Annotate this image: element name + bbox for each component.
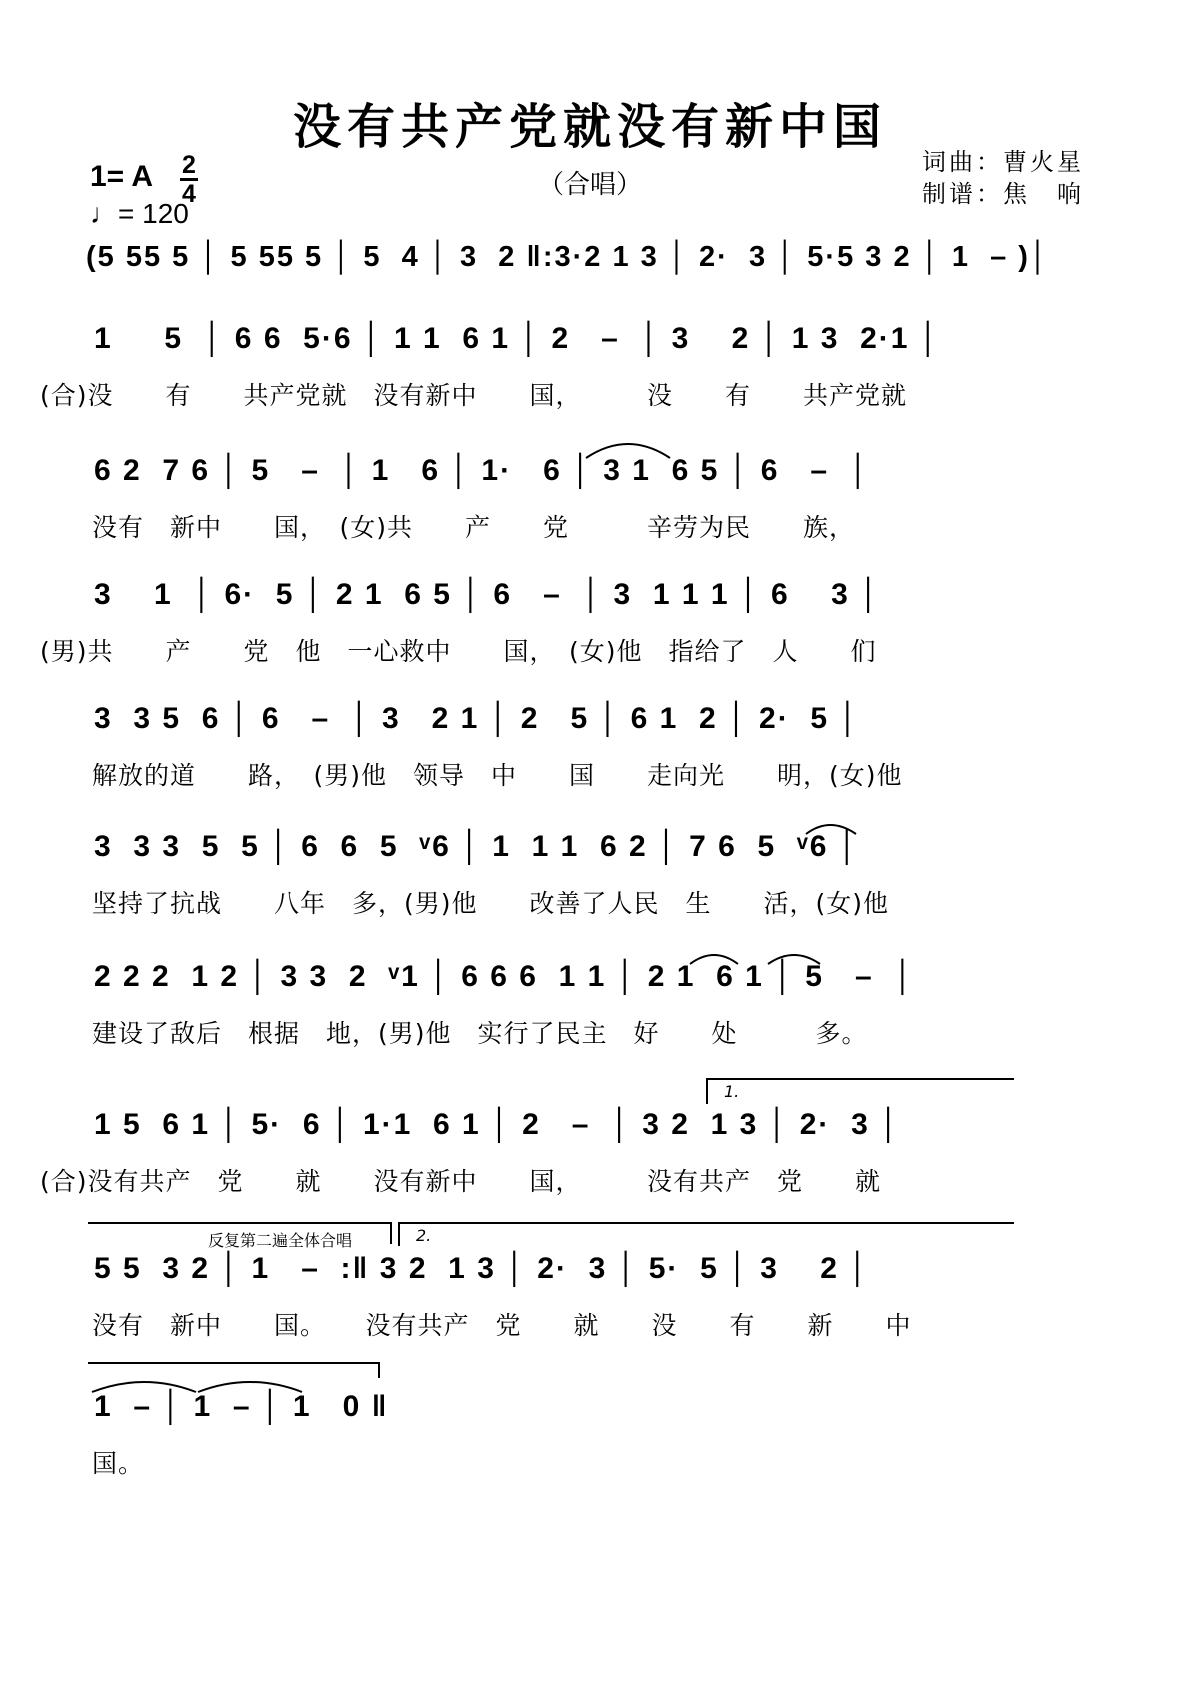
tie-arc (690, 955, 738, 964)
notes-line: 1 5 │ 6 6 5·6 │ 1 1 6 1 │ 2 – │ 3 2 │ 1 3 2·1 │ (94, 322, 941, 355)
lyrics-line: 建设了敌后 根据 地，(男)他 实行了民主 好 处 多。 (92, 1019, 868, 1048)
time-signature-bottom: 4 (182, 180, 196, 208)
lyrics-line: (男)共 产 党 他 一心救中 国， (女)他 指给了 人 们 (40, 637, 877, 666)
notes-line: 5 5 3 2 │ 1 – :‖ 3 2 1 3 │ 2· 3 │ 5· 5 │ 3 2 │ (94, 1252, 870, 1285)
song-title: 没有共产党就没有新中国 (292, 99, 887, 155)
lyrics-composer-credit: 词曲：曹火星 (922, 148, 1084, 176)
quarter-note-icon: ♩ (90, 198, 118, 229)
notes-line: (5 55 5 │ 5 55 5 │ 5 4 │ 3 2 ‖:3·2 1 3 │ 2· 3 │ 5·5 3 2 │ 1 – )│ (86, 240, 1051, 273)
lyrics-line: 解放的道 路， (男)他 领导 中 国 走向光 明，(女)他 (92, 761, 903, 790)
notes-line: 3 3 5 6 │ 6 – │ 3 2 1 │ 2 5 │ 6 1 2 │ 2· 5 │ (94, 702, 861, 735)
score-maker-credit: 制谱：焦 响 (922, 180, 1084, 208)
notes-line: 1 – │ 1 – │ 1 0 ‖ (94, 1390, 389, 1423)
lyrics-line: 国。 (92, 1449, 145, 1478)
notes-line: 3 1 │ 6· 5 │ 2 1 6 5 │ 6 – │ 3 1 1 1 │ 6 3 │ (94, 578, 881, 611)
notes-line: 1 5 6 1 │ 5· 6 │ 1·1 6 1 │ 2 – │ 3 2 1 3 │ 2· 3 │ (94, 1108, 901, 1141)
volta-first-label: 1. (724, 1082, 740, 1101)
lyrics-line: (合)没有共产 党 就 没有新中 国， 没有共产 党 就 (40, 1167, 882, 1196)
time-signature-top: 2 (182, 151, 196, 179)
lyrics-line: 没有 新中 国。 没有共产 党 就 没 有 新 中 (92, 1311, 912, 1340)
key-signature: 1= A (90, 160, 154, 193)
tie-arc (92, 1382, 196, 1392)
tie-arc (768, 955, 820, 964)
tie-arc (586, 444, 670, 458)
lyrics-line: (合)没 有 共产党就 没有新中 国， 没 有 共产党就 (40, 381, 908, 410)
tie-arc (198, 1382, 302, 1392)
lyrics-line: 没有 新中 国， (女)共 产 党 辛劳为民 族， (92, 513, 856, 542)
lyrics-line: 坚持了抗战 八年 多，(男)他 改善了人民 生 活，(女)他 (92, 889, 890, 918)
repeat-instruction: 反复第二遍全体合唱 (208, 1231, 353, 1250)
tempo-value: = 120 (118, 198, 189, 229)
notes-line: 6 2 7 6 │ 5 – │ 1 6 │ 1· 6 │ 3 1 6 5 │ 6 – │ (94, 454, 871, 487)
notes-line: 3 3 3 5 5 │ 6 6 5 ᵛ6 │ 1 1 1 6 2 │ 7 6 5 ᵛ6 │ (94, 830, 860, 863)
volta-second-label: 2. (416, 1226, 432, 1245)
notes-line: 2 2 2 1 2 │ 3 3 2 ᵛ1 │ 6 6 6 1 1 │ 2 1 6 1 │ 5 – │ (94, 960, 916, 993)
tie-arc (806, 825, 856, 834)
song-subtitle: （合唱） (537, 170, 642, 200)
